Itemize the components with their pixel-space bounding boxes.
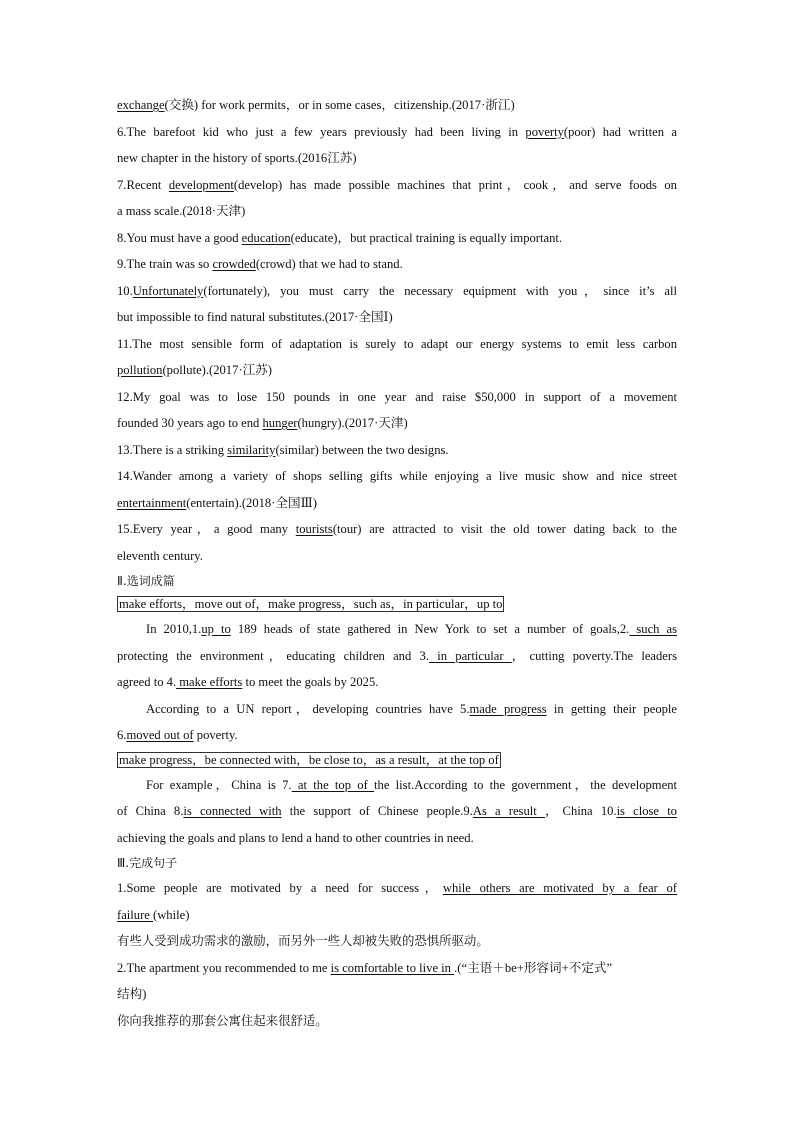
sentence-2-answer: is comfortable to live in (330, 960, 455, 975)
answer-tourists: tourists (295, 522, 333, 536)
item-15-line-1: 15.Every year，a good many tourists(tour) are attracted to visit the old tower dating back to the (117, 522, 677, 536)
section-3-heading: Ⅲ.完成句子 (117, 856, 178, 870)
answer-entertainment: entertainment (117, 495, 187, 510)
section-2-heading: Ⅱ.选词成篇 (117, 574, 175, 588)
sentence-2-line-1: 2.The apartment you recommended to me is comfortable to live in .(“主语＋be+形容词+不定式” (117, 960, 613, 975)
word-box-1-row (117, 593, 677, 616)
item-7-line-2: a mass scale.(2018·天津) (117, 204, 246, 218)
blank-1: up to (201, 622, 231, 636)
word-box-2-row (117, 749, 677, 772)
blank-9: As a result (472, 804, 545, 818)
blank-7: at the top of (291, 777, 375, 792)
worksheet-page (117, 92, 677, 1034)
item-6-line-2: new chapter in the history of sports.(2016江苏) (117, 151, 357, 165)
blank-8: is connected with (183, 804, 282, 818)
sentence-1-answer-end: failure (117, 907, 154, 922)
passage-p1-line-2: protecting the environment，educating children and 3. in particular ，cutting poverty.The leaders (117, 648, 677, 663)
sentence-1-line-2: failure (while) (117, 907, 190, 922)
item-10-line-2: but impossible to find natural substitutes.(2017·全国Ⅰ) (117, 310, 393, 324)
answer-pollution: pollution (117, 363, 163, 377)
answer-hunger: hunger (262, 416, 298, 430)
answer-exchange: exchange (117, 98, 165, 112)
passage-p1-line-1: In 2010,1.up to 189 heads of state gathered in New York to set a number of goals,2. such as (146, 622, 678, 636)
passage-p3-line-2: of China 8.is connected with the support of Chinese people.9.As a result ，China 10.is close to (117, 804, 677, 818)
item-5-end: exchange(交换) for work permits，or in some cases，citizenship.(2017·浙江) (117, 98, 515, 112)
sentence-1-translation: 有些人受到成功需求的激励，而另外一些人却被失败的恐惧所驱动。 (117, 933, 489, 948)
answer-poverty: poverty (525, 124, 564, 139)
item-13: 13.There is a striking similarity(similar) between the two designs. (117, 442, 449, 457)
item-11-line-1: 11.The most sensible form of adaptation is surely to adapt our energy systems to emit less carbon (117, 336, 677, 351)
blank-10: is close to (616, 804, 677, 818)
passage-p3-line-3: achieving the goals and plans to lend a hand to other countries in need. (117, 830, 474, 845)
item-12-line-1: 12.My goal was to lose 150 pounds in one year and raise $50,000 in support of a movement (117, 389, 677, 404)
word-box-2: make progress，be connected with，be close to，as a result，at the top of (119, 752, 499, 767)
answer-development: development (168, 177, 234, 192)
word-box-1: make efforts，move out of，make progress，such as，in particular，up to (119, 597, 503, 611)
item-15-line-2: eleventh century. (117, 548, 203, 563)
blank-4: make efforts (176, 675, 243, 689)
passage-p1-line-3: agreed to 4. make efforts to meet the goals by 2025. (117, 675, 379, 689)
passage-p2-line-1: According to a UN report，developing countries have 5.made progress in getting their people (146, 701, 678, 716)
answer-unfortunately: Unfortunately (132, 283, 204, 298)
answer-education: education (241, 230, 291, 245)
item-11-line-2: pollution(pollute).(2017·江苏) (117, 363, 272, 377)
sentence-1-line-1: 1.Some people are motivated by a need for success，while others are motivated by a fear of (117, 881, 677, 895)
item-9: 9.The train was so crowded(crowd) that we had to stand. (117, 257, 403, 271)
passage-p2-line-2: 6.moved out of poverty. (117, 728, 238, 742)
item-10-line-1: 10.Unfortunately(fortunately), you must carry the necessary equipment with you，since it’s all (117, 283, 677, 298)
item-14-line-2: entertainment(entertain).(2018·全国Ⅲ) (117, 495, 317, 510)
blank-3: in particular (428, 648, 512, 663)
blank-2: such as (629, 622, 678, 636)
item-12-line-2: founded 30 years ago to end hunger(hungry).(2017·天津) (117, 416, 408, 430)
item-8: 8.You must have a good education(educate)，but practical training is equally important. (117, 230, 563, 245)
sentence-2-line-2: 结构) (117, 987, 147, 1001)
answer-crowded: crowded (212, 257, 256, 271)
answer-similarity: similarity (227, 442, 276, 457)
passage-p3-line-1: For example，China is 7. at the top of the list.According to the government，the development (146, 777, 677, 792)
sentence-2-translation: 你向我推荐的那套公寓住起来很舒适。 (117, 1012, 328, 1028)
item-6-line-1: 6.The barefoot kid who just a few years previously had been living in poverty(poor) had written a (117, 124, 678, 139)
blank-6: moved out of (126, 728, 194, 742)
sentence-1-answer: while others are motivated by a fear of (442, 881, 677, 895)
item-7-line-1: 7.Recent development(develop) has made possible machines that print，cook，and serve foods on (117, 177, 677, 192)
blank-5: made progress (469, 701, 547, 716)
item-14-line-1: 14.Wander among a variety of shops selling gifts while enjoying a live music show and nice street (117, 469, 677, 483)
